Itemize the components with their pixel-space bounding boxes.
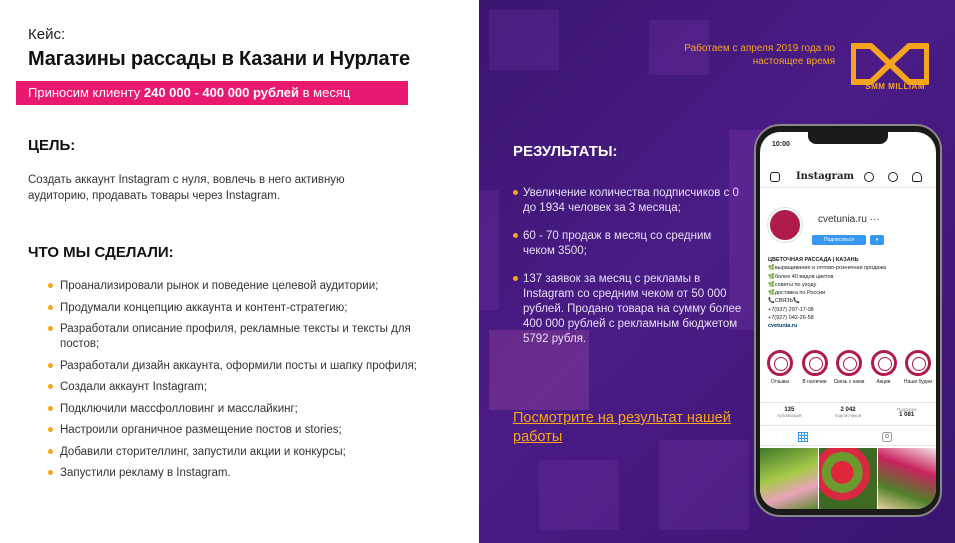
list-item-text: Продумали концепцию аккаунта и контент-стратегию; xyxy=(60,301,348,314)
highlight-ring-icon xyxy=(836,350,862,376)
list-item-text: Создали аккаунт Instagram; xyxy=(60,381,207,393)
highlight-label: В наличии xyxy=(802,379,827,385)
profile-icon[interactable] xyxy=(912,172,922,182)
stat-label: подписчиков xyxy=(834,413,862,418)
list-item-text: Подключили массфолловинг и масслайкинг; xyxy=(60,402,298,415)
list-item xyxy=(513,272,743,347)
bullet-dot-icon xyxy=(513,190,518,195)
profile-stats xyxy=(760,402,936,426)
camera-icon[interactable] xyxy=(770,172,780,182)
photo-grid xyxy=(760,448,936,509)
bullet-dot-icon xyxy=(513,276,518,281)
post-thumbnail[interactable] xyxy=(878,448,936,509)
list-item xyxy=(48,466,418,481)
heart-icon[interactable] xyxy=(888,172,898,182)
highlight-ring-icon xyxy=(871,350,897,376)
more-options-icon[interactable]: ··· xyxy=(869,214,880,225)
list-item-text: Проанализировали рынок и поведение целевой аудитории; xyxy=(60,280,379,292)
stat-label: Подписки xyxy=(896,407,917,412)
list-item xyxy=(48,279,418,294)
list-item-text: 137 заявок за месяц с рекламы в Instagram со средним чеком от 50 000 рублей. Продано товара на сумму более 400 000 рублей с рекламным бюджетом 5792 рубля. xyxy=(523,273,742,345)
grid-icon[interactable] xyxy=(798,432,808,442)
list-item xyxy=(513,229,743,259)
instagram-header xyxy=(760,166,936,188)
list-item xyxy=(48,322,418,352)
highlight-ring-icon xyxy=(767,350,793,376)
since-text: Работаем с апреля 2019 года по настоящее время xyxy=(684,43,835,67)
highlight-label: Акции xyxy=(876,379,891,385)
highlight-label: Связь с нами xyxy=(833,379,865,385)
list-item xyxy=(48,402,418,417)
bio-line: 🌿выращивание и оптово-розничная продажа xyxy=(768,265,887,272)
goal-text: Создать аккаунт Instagram с нуля, вовлечь в него активную аудиторию, продавать товары через Instagram. xyxy=(28,174,345,202)
stat-following[interactable] xyxy=(877,403,936,425)
bullet-dot-icon xyxy=(48,363,53,368)
tagged-icon[interactable] xyxy=(882,432,892,442)
highlight-ring-icon xyxy=(905,350,931,376)
list-item xyxy=(513,186,743,216)
bio-line: ЦВЕТОЧНАЯ РАССАДА | КАЗАНЬ xyxy=(768,257,859,263)
background-tile xyxy=(539,460,619,530)
stat-label: публикаций xyxy=(777,413,802,418)
list-item-text: Разработали описание профиля, рекламные тексты и тексты для постов; xyxy=(60,323,411,350)
bio-line: 🌿советы по уходу xyxy=(768,281,817,288)
banner-suffix: в месяц xyxy=(299,85,351,100)
stat-posts[interactable] xyxy=(760,403,819,425)
post-thumbnail[interactable] xyxy=(819,448,877,509)
username-text: cvetunia.ru xyxy=(818,214,867,225)
highlight-label: Отзывы xyxy=(770,379,790,385)
bullet-dot-icon xyxy=(48,406,53,411)
bullet-dot-icon xyxy=(48,326,53,331)
highlight-item[interactable] xyxy=(799,350,831,385)
stat-followers[interactable] xyxy=(819,403,878,425)
banner-prefix: Приносим клиенту xyxy=(28,85,144,100)
status-time: 10:00 xyxy=(772,141,790,148)
highlight-label: Наши будни xyxy=(903,379,933,385)
profile-bio xyxy=(768,256,933,331)
bio-link[interactable]: cvetunia.ru xyxy=(768,323,798,330)
stat-number: 2 042 xyxy=(840,407,856,413)
background-tile xyxy=(489,10,559,70)
bullet-dot-icon xyxy=(48,384,53,389)
bio-line: 🌿более 40 видов цветов xyxy=(768,273,834,280)
list-item xyxy=(48,359,418,374)
bullet-dot-icon xyxy=(48,449,53,454)
list-item-text: Настроили органичное размещение постов и stories; xyxy=(60,424,342,436)
compass-icon[interactable] xyxy=(864,172,874,182)
post-thumbnail[interactable] xyxy=(760,448,818,509)
results-list xyxy=(513,186,743,360)
background-tile xyxy=(479,190,499,310)
revenue-banner xyxy=(16,81,408,105)
phone-notch xyxy=(808,132,888,144)
list-item xyxy=(48,423,418,438)
bio-line: +7(937) 297-17-08 xyxy=(768,306,814,313)
instagram-profile-screen xyxy=(760,132,936,509)
list-item-text: Разработали дизайн аккаунта, оформили посты и шапку профиля; xyxy=(60,359,418,372)
highlight-ring-icon xyxy=(802,350,828,376)
instagram-wordmark: Instagram xyxy=(796,171,854,182)
bullet-dot-icon xyxy=(48,427,53,432)
story-highlights xyxy=(764,350,934,385)
bullet-dot-icon xyxy=(48,305,53,310)
banner-amount: 240 000 - 400 000 рублей xyxy=(143,85,300,100)
actions-heading: ЧТО МЫ СДЕЛАЛИ: xyxy=(28,244,174,261)
highlight-item[interactable] xyxy=(902,350,934,385)
bio-line: +7(927) 042-26-58 xyxy=(768,315,814,322)
highlight-item[interactable] xyxy=(833,350,865,385)
follow-button[interactable]: Подписаться xyxy=(812,235,866,245)
profile-username xyxy=(818,214,880,225)
highlight-item[interactable] xyxy=(764,350,796,385)
actions-list xyxy=(48,279,418,488)
case-kicker: Кейс: xyxy=(28,26,66,43)
see-results-link[interactable]: Посмотрите на результат нашей работы xyxy=(513,410,731,445)
bullet-dot-icon xyxy=(48,283,53,288)
stat-number: 1 081 xyxy=(899,412,915,418)
bullet-dot-icon xyxy=(48,470,53,475)
background-tile xyxy=(659,440,749,530)
profile-tabs xyxy=(760,428,936,446)
logo-text: SMM MILLIAM xyxy=(865,82,925,91)
bullet-dot-icon xyxy=(513,233,518,238)
bio-line: 🌿доставка по России xyxy=(768,290,826,297)
list-item-text: 60 - 70 продаж в месяц со средним чеком 3500; xyxy=(523,230,712,257)
list-item-text: Запустили рекламу в Instagram. xyxy=(60,467,231,479)
stat-number: 135 xyxy=(784,407,795,413)
list-item xyxy=(48,380,418,395)
results-heading: РЕЗУЛЬТАТЫ: xyxy=(513,143,618,160)
follow-dropdown-button[interactable]: ▾ xyxy=(870,235,884,245)
case-title: Магазины рассады в Казани и Нурлате xyxy=(28,48,410,70)
bio-line: 📞СВЯЗЬ📞 xyxy=(768,298,801,305)
highlight-item[interactable] xyxy=(868,350,900,385)
list-item xyxy=(48,301,418,316)
goal-heading: ЦЕЛЬ: xyxy=(28,137,76,154)
list-item xyxy=(48,445,418,460)
list-item-text: Увеличение количества подписчиков с 0 до 1934 человек за 3 месяца; xyxy=(523,187,739,214)
list-item-text: Добавили сторителлинг, запустили акции и конкурсы; xyxy=(60,445,346,458)
avatar[interactable] xyxy=(768,208,802,242)
